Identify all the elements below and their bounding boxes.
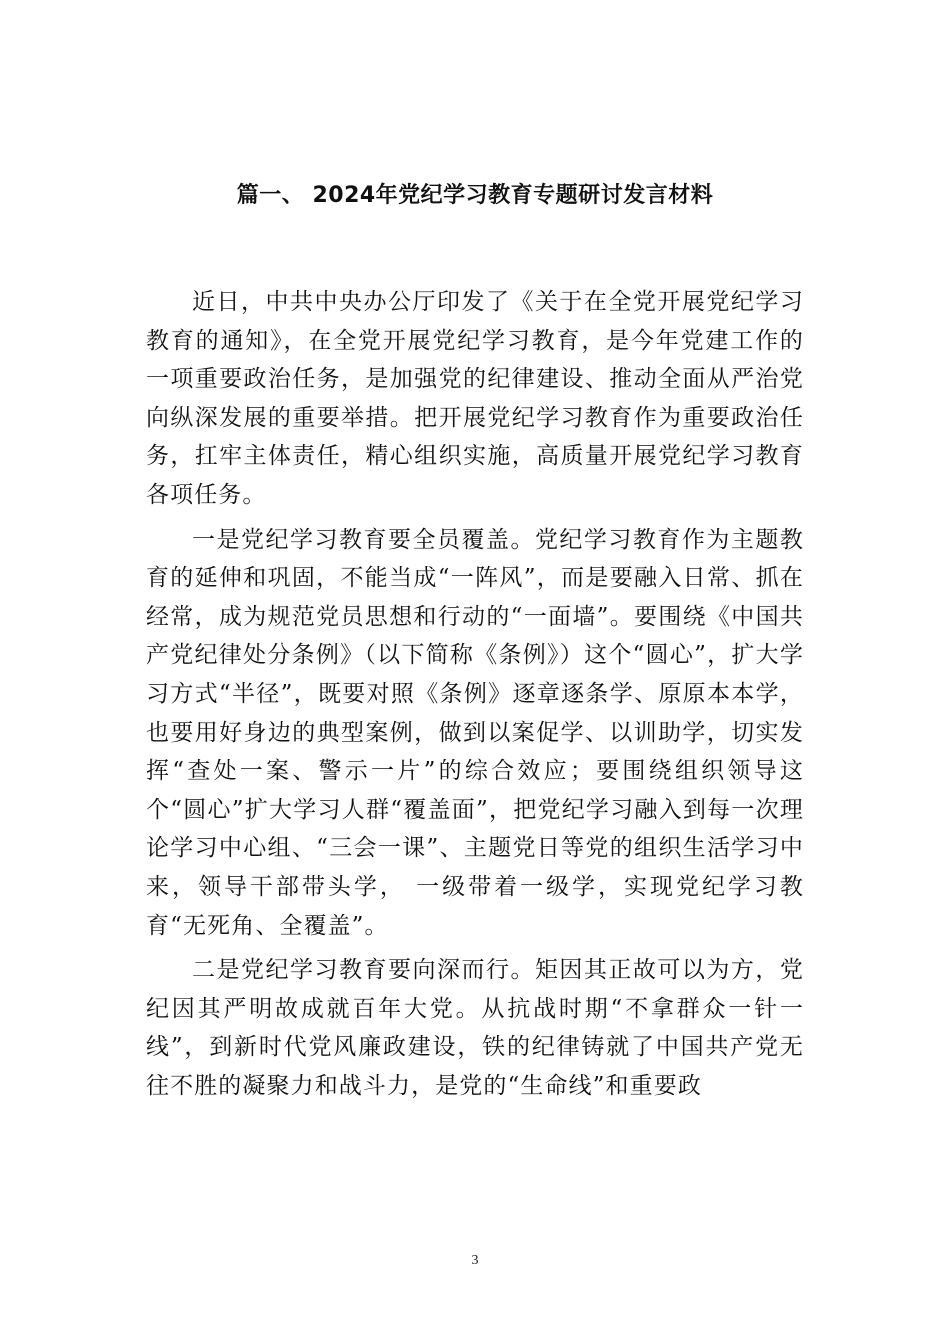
paragraph-point-one: 一是党纪学习教育要全员覆盖。党纪学习教育作为主题教育的延伸和巩固，不能当成“一阵风”，而是要融入日常、抓在经常，成为规范党员思想和行动的“一面墙”。要围绕《中国共产党纪律处分条例》（以下简称《条例》）这个“圆心”，扩大学习方式“半径”，既要对照《条例》逐章逐条学、原原本本学，也要用好身边的典型案例，做到以案促学、以训助学，切实发挥“查处一案、警示一片”的综合效应；要围绕组织领导这个“圆心”扩大学习人群“覆盖面”，把党纪学习融入到每一次理论学习中心组、“三会一课”、主题党日等党的组织生活学习中来，领导干部带头学， 一级带着一级学，实现党纪学习教育“无死角、全覆盖”。 (146, 526, 804, 939)
document-body (146, 283, 804, 1111)
paragraph-point-two: 二是党纪学习教育要向深而行。矩因其正故可以为方，党纪因其严明故成就百年大党。从抗战时期“不拿群众一针一线”，到新时代党风廉政建设，铁的纪律铸就了中国共产党无往不胜的凝聚力和战斗力，是党的“生命线”和重要政 (146, 957, 804, 1099)
paragraph-intro: 近日，中共中央办公厅印发了《关于在全党开展党纪学习教育的通知》，在全党开展党纪学习教育，是今年党建工作的一项重要政治任务，是加强党的纪律建设、推动全面从严治党向纵深发展的重要举措。把开展党纪学习教育作为重要政治任务，扛牢主体责任，精心组织实施，高质量开展党纪学习教育各项任务。 (146, 289, 804, 508)
page-number: 3 (471, 1253, 479, 1268)
document-title: 篇一、 2024年党纪学习教育专题研讨发言材料 (236, 183, 714, 208)
